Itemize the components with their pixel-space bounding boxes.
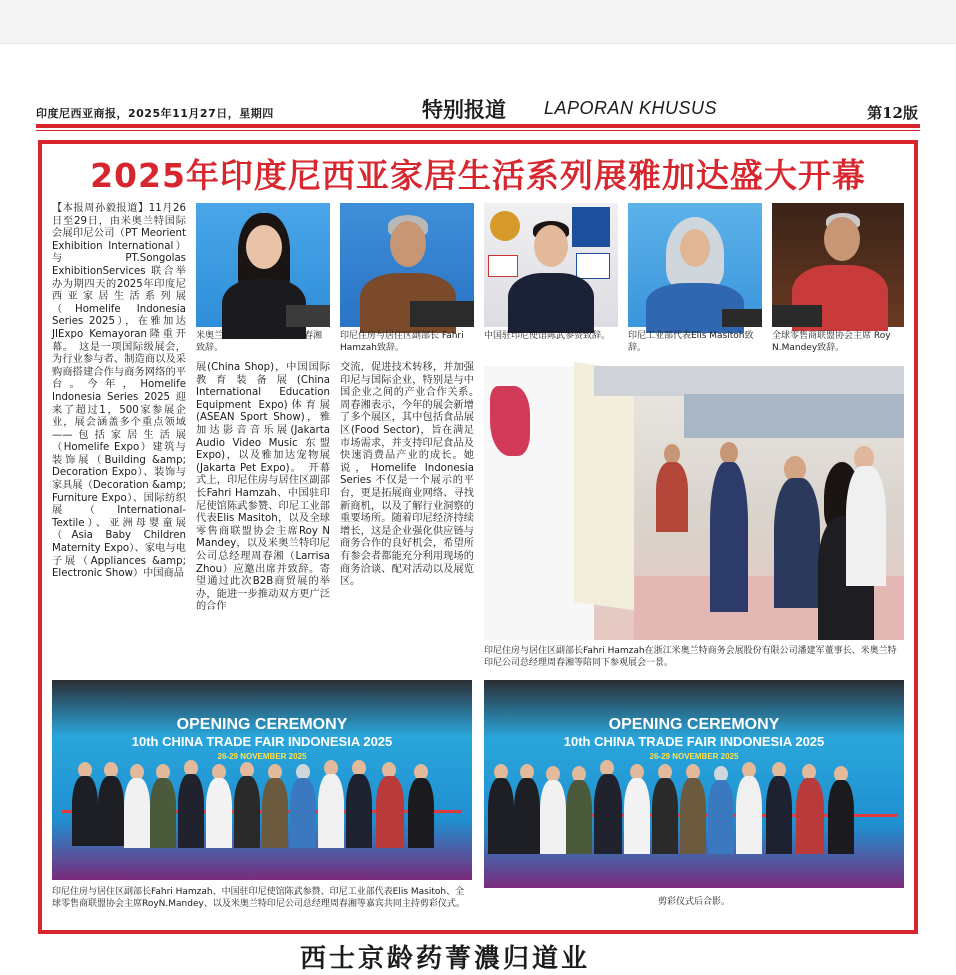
masthead-date: 印度尼西亚商报，2025年11月27日，星期四 bbox=[36, 107, 274, 120]
caption-group-photo: 剪彩仪式后合影。 bbox=[657, 897, 730, 907]
masthead-rule bbox=[36, 124, 920, 128]
photo-speaker-fahri bbox=[340, 203, 474, 327]
banner-dates: 26-29 NOVEMBER 2025 bbox=[217, 752, 307, 761]
banner-dates-2: 26-29 NOVEMBER 2025 bbox=[649, 752, 739, 761]
caption-exhibition-visit: 印尼住房与居住区副部长Fahri Hamzah在浙江米奥兰特商务会展股份有限公司潘建军董事长、米奥兰特印尼公司总经理周春湘等陪同下参观展会一景。 bbox=[484, 646, 897, 668]
caption-photo-4: 印尼工业部代表Elis Masitoh致辞。 bbox=[628, 331, 754, 353]
section-title-cn: 特别报道 bbox=[422, 97, 506, 122]
page-number: 第12版 bbox=[867, 104, 918, 122]
photo-speaker-roy bbox=[772, 203, 904, 327]
photo-group bbox=[484, 680, 904, 888]
banner-subtitle: 10th CHINA TRADE FAIR INDONESIA 2025 bbox=[131, 734, 393, 749]
caption-photo-1: 米奥兰特印尼公司总经理周春湘致辞。 bbox=[196, 331, 323, 353]
photo-exhibition-visit bbox=[484, 366, 904, 640]
article-column-2: 展(China Shop)，中国国际教育装备展(China International Education Equipment Expo)体育展(ASEAN Sport Show)，雅加达影音音乐展(Jakarta Audio Video Music 东盟 Expo)，以及雅加达宠物展(Jakarta Pet Expo)。 开幕式上，印尼住房与居住区副部长Fahri Hamzah、中国驻印尼使馆陈武参赞、印尼工业部代表Elis Masitoh，以及全球零售商联盟协会主席Roy N Mandey，以及米奥兰特印尼公司总经理周春湘（Larrisa Zhou）应邀出席并致辞。寄望通过此次B2B商贸展的举办，能进一步推动双方更广泛的合作 bbox=[196, 362, 330, 613]
banner-title-2: OPENING CEREMONY bbox=[608, 716, 780, 733]
article-headline: 2025年印度尼西亚家居生活系列展雅加达盛大开幕 bbox=[90, 156, 866, 195]
article-column-3: 交流，促进技术转移，并加强印尼与国际企业，特别是与中国企业之间的产业合作关系。 周春湘表示，今年的展会新增了多个展区，其中包括食品展区(Food Sector)，旨在满足市场需求，并支持印尼食品及快速消费品产业的成长。她说，Homelife Indonesia Series 不仅是一个展示的平台，更是拓展商业网络、寻找新商机，以及了解行业洞察的重要场所。随着印尼经济持续增长，这是企业强化供应链与商务合作的良好机会，希望所有参会者都能充分利用现场的商务洽谈、配对活动以及展览区。 bbox=[340, 362, 485, 588]
banner-subtitle-2: 10th CHINA TRADE FAIR INDONESIA 2025 bbox=[563, 734, 825, 749]
caption-photo-2: 印尼住房与居住区副部长 Fahri Hamzah致辞。 bbox=[340, 331, 464, 353]
banner-title: OPENING CEREMONY bbox=[176, 716, 348, 733]
newspaper-masthead bbox=[36, 92, 920, 124]
app-top-bar bbox=[0, 0, 956, 44]
section-title-latin: LAPORAN KHUSUS bbox=[544, 98, 718, 118]
next-article-headline: 西士京龄药菁濃归道业 bbox=[300, 944, 591, 974]
photo-speaker-chen bbox=[484, 203, 618, 327]
caption-photo-5: 全球零售商联盟协会主席 Roy N.Mandey致辞。 bbox=[772, 331, 891, 353]
caption-ribbon-cutting: 印尼住房与居住区副部长Fahri Hamzah、中国驻印尼使馆陈武参赞、印尼工业部代表Elis Masitoh、全球零售商联盟协会主席RoyN.Mandey、以及米奥兰特印尼公司总经理周春湘等嘉宾共同主持剪彩仪式。 bbox=[52, 887, 465, 909]
caption-photo-3: 中国驻印尼使馆陈武参赞致辞。 bbox=[484, 331, 611, 341]
photo-ribbon-cutting bbox=[52, 680, 472, 880]
photo-speaker-zhou bbox=[196, 203, 330, 327]
article-column-1: 【本报周孙毅报道】11月26日至29日，由米奥兰特国际会展印尼公司（PT Meorient Exhibition International）与PT.Songolas ExhibitionServices 联合举办为期四天的2025年印度尼西亚家居生活系列展（Homelife Indonesia Series 2025），在雅加达JIExpo Kemayoran隆重开幕。 这是一项国际级展会，为行业参与者、制造商以及采购商搭建合作与商务网络的平台。今年，Homelife Indonesia Series 2025 迎来了超过1，500家参展企业，展会涵盖多个重点领域——包括家居生活展（Homelife Expo）建筑与装饰展（Building &amp; Decoration Expo）、装饰与家具展（Decoration &amp; Furniture Expo）、国际纺织展（International-Textile）、亚洲母婴童展（Asia Baby Children Maternity Expo）、家电与电子展（Appliances &amp; Electronic Show）中国商品 bbox=[52, 203, 186, 580]
masthead-rule-thin bbox=[36, 130, 920, 131]
photo-speaker-elis bbox=[628, 203, 762, 327]
